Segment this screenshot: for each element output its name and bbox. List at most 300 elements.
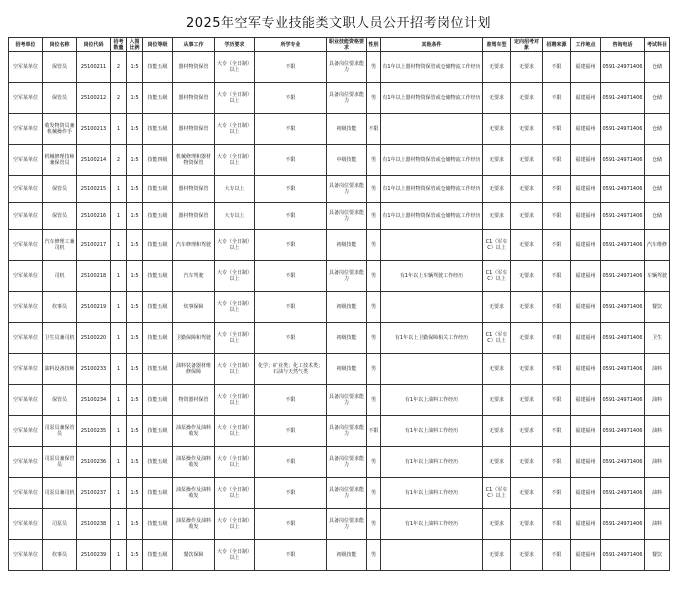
table-cell: 1: [111, 203, 127, 230]
recruitment-table: [8, 37, 670, 571]
table-cell: 空军某单位: [9, 292, 43, 323]
table-cell: 大专（全日制）以上: [215, 83, 255, 114]
table-cell: 无要求: [483, 203, 511, 230]
table-cell: 无要求: [511, 509, 543, 540]
table-cell: 大专（全日制）以上: [215, 478, 255, 509]
table-cell: 车辆驾驶: [645, 261, 670, 292]
table-cell: 大专（全日制）以上: [215, 509, 255, 540]
table-cell: 不限: [255, 145, 327, 176]
table-cell: 无要求: [483, 509, 511, 540]
table-cell: 不限: [543, 114, 571, 145]
table-cell: 1: [111, 261, 127, 292]
table-cell: 1: [111, 540, 127, 571]
table-cell: 1: [111, 354, 127, 385]
table-cell: 技能五级: [143, 203, 173, 230]
table-cell: 0591-24971406: [601, 385, 645, 416]
table-cell: [381, 114, 483, 145]
table-cell: 福建福州: [571, 509, 601, 540]
table-cell: [381, 354, 483, 385]
table-row: [9, 145, 670, 176]
table-cell: 福建福州: [571, 540, 601, 571]
table-cell: 空军某单位: [9, 540, 43, 571]
table-cell: 司泵员兼保管员: [43, 416, 77, 447]
table-cell: 无要求: [483, 52, 511, 83]
table-cell: 机械修理和器材物资保管: [173, 145, 215, 176]
table-cell: 男: [367, 52, 381, 83]
table-cell: 无要求: [483, 83, 511, 114]
table-cell: 无要求: [483, 385, 511, 416]
table-cell: 大专（全日制）以上: [215, 416, 255, 447]
table-cell: 具备岗位要求能力: [327, 509, 367, 540]
table-cell: 仓储: [645, 114, 670, 145]
table-cell: 0591-24971406: [601, 114, 645, 145]
table-cell: 空军某单位: [9, 261, 43, 292]
table-cell: 福建福州: [571, 145, 601, 176]
table-cell: 大专（全日制）以上: [215, 261, 255, 292]
table-cell: 油泵操作及油料收发: [173, 478, 215, 509]
table-cell: 0591-24971406: [601, 176, 645, 203]
table-cell: 空军某单位: [9, 114, 43, 145]
table-cell: 福建福州: [571, 354, 601, 385]
table-cell: 空军某单位: [9, 83, 43, 114]
table-cell: 男: [367, 323, 381, 354]
column-header: 定向招考对象: [511, 38, 543, 52]
table-cell: 0591-24971406: [601, 416, 645, 447]
table-row: [9, 416, 670, 447]
table-cell: 不限: [543, 385, 571, 416]
table-cell: 中级技能: [327, 145, 367, 176]
table-cell: 仓储: [645, 176, 670, 203]
table-cell: 无要求: [511, 261, 543, 292]
table-cell: 油料: [645, 509, 670, 540]
table-cell: 无要求: [511, 83, 543, 114]
column-header: 招聘来源: [543, 38, 571, 52]
table-cell: 有1年以上油料工作经历: [381, 416, 483, 447]
table-cell: 男: [367, 509, 381, 540]
table-cell: 不限: [543, 145, 571, 176]
table-cell: 不限: [367, 416, 381, 447]
table-cell: 空军某单位: [9, 354, 43, 385]
table-cell: 无要求: [511, 230, 543, 261]
table-cell: 无要求: [511, 292, 543, 323]
table-cell: 空军某单位: [9, 203, 43, 230]
table-cell: 汽车修理和驾驶: [173, 230, 215, 261]
table-cell: 仓储: [645, 203, 670, 230]
table-cell: 大专（全日制）以上: [215, 145, 255, 176]
table-cell: 技能五级: [143, 176, 173, 203]
table-cell: 司泵员兼司机: [43, 478, 77, 509]
table-cell: 不限: [255, 52, 327, 83]
table-cell: 大专（全日制）以上: [215, 447, 255, 478]
table-cell: 油泵操作及油料收发: [173, 509, 215, 540]
table-cell: 0591-24971406: [601, 354, 645, 385]
table-cell: 不限: [255, 385, 327, 416]
table-cell: 1:5: [127, 52, 143, 83]
table-cell: 0591-24971406: [601, 261, 645, 292]
table-cell: 无要求: [511, 478, 543, 509]
table-cell: 男: [367, 385, 381, 416]
table-cell: 无要求: [483, 447, 511, 478]
table-cell: 1:5: [127, 540, 143, 571]
table-cell: 25100220: [77, 323, 111, 354]
table-cell: 技能五级: [143, 540, 173, 571]
column-header: 职业技能资格要求: [327, 38, 367, 52]
table-cell: 初级技能: [327, 540, 367, 571]
table-row: [9, 52, 670, 83]
table-cell: 不限: [255, 478, 327, 509]
table-cell: 技能五级: [143, 509, 173, 540]
table-cell: 无要求: [511, 447, 543, 478]
table-cell: 1: [111, 230, 127, 261]
table-cell: 有1年以上器材物资保管或仓储物流工作经历: [381, 83, 483, 114]
table-cell: 男: [367, 145, 381, 176]
table-cell: 空军某单位: [9, 478, 43, 509]
table-cell: 保管员: [43, 176, 77, 203]
table-cell: 保管员: [43, 203, 77, 230]
table-cell: 不限: [543, 261, 571, 292]
table-cell: 不限: [255, 416, 327, 447]
table-cell: 25100236: [77, 447, 111, 478]
table-cell: 技能五级: [143, 230, 173, 261]
table-cell: 无要求: [511, 52, 543, 83]
table-row: [9, 114, 670, 145]
table-cell: 25100234: [77, 385, 111, 416]
table-cell: 有1年以上器材物资保管或仓储物流工作经历: [381, 145, 483, 176]
table-cell: 25100212: [77, 83, 111, 114]
table-cell: 油料: [645, 354, 670, 385]
table-row: [9, 261, 670, 292]
table-cell: 0591-24971406: [601, 292, 645, 323]
table-row: [9, 292, 670, 323]
table-cell: 仓储: [645, 145, 670, 176]
table-cell: 初级技能: [327, 354, 367, 385]
table-cell: 技能五级: [143, 52, 173, 83]
table-cell: 25100233: [77, 354, 111, 385]
table-cell: 0591-24971406: [601, 540, 645, 571]
table-cell: 器材物资保管: [173, 52, 215, 83]
table-cell: 技能五级: [143, 416, 173, 447]
column-header: 学历要求: [215, 38, 255, 52]
table-cell: 男: [367, 447, 381, 478]
table-cell: 2: [111, 145, 127, 176]
table-cell: 2: [111, 83, 127, 114]
table-cell: 不限: [255, 114, 327, 145]
column-header: 入围比例: [127, 38, 143, 52]
table-cell: 不限: [543, 323, 571, 354]
column-header: 岗位等级: [143, 38, 173, 52]
table-cell: 无要求: [483, 416, 511, 447]
table-cell: 25100235: [77, 416, 111, 447]
table-cell: 仓储: [645, 52, 670, 83]
table-cell: 1: [111, 114, 127, 145]
column-header: 岗位代码: [77, 38, 111, 52]
table-cell: 男: [367, 292, 381, 323]
table-cell: 无要求: [483, 292, 511, 323]
table-row: [9, 230, 670, 261]
table-row: [9, 354, 670, 385]
table-cell: 0591-24971406: [601, 52, 645, 83]
table-cell: 0591-24971406: [601, 509, 645, 540]
table-cell: 有1年以上油料工作经历: [381, 478, 483, 509]
table-cell: 福建福州: [571, 416, 601, 447]
table-cell: 无要求: [511, 203, 543, 230]
table-cell: 油料: [645, 478, 670, 509]
table-cell: 无要求: [483, 114, 511, 145]
table-row: [9, 203, 670, 230]
table-cell: 器材物资保管: [173, 83, 215, 114]
table-cell: 男: [367, 83, 381, 114]
table-cell: 油泵操作及油料收发: [173, 416, 215, 447]
table-cell: 1:5: [127, 261, 143, 292]
table-cell: 有1年以上器材物资保管或仓储物流工作经历: [381, 203, 483, 230]
table-cell: 0591-24971406: [601, 447, 645, 478]
table-cell: 大专（全日制）以上: [215, 323, 255, 354]
table-cell: 无要求: [511, 416, 543, 447]
table-cell: 无要求: [483, 176, 511, 203]
table-cell: 空军某单位: [9, 176, 43, 203]
table-cell: 炊事员: [43, 292, 77, 323]
table-cell: 具备岗位要求能力: [327, 176, 367, 203]
table-cell: 1:5: [127, 203, 143, 230]
column-header: 其他条件: [381, 38, 483, 52]
table-cell: 1:5: [127, 416, 143, 447]
table-cell: 初级技能: [327, 292, 367, 323]
table-cell: 1: [111, 292, 127, 323]
table-cell: 25100217: [77, 230, 111, 261]
column-header: 岗位名称: [43, 38, 77, 52]
table-cell: 具备岗位要求能力: [327, 447, 367, 478]
table-cell: 不限: [255, 323, 327, 354]
table-cell: 1: [111, 509, 127, 540]
column-header: 工作地点: [571, 38, 601, 52]
table-cell: 0591-24971406: [601, 203, 645, 230]
table-cell: 1: [111, 176, 127, 203]
table-cell: 不限: [543, 509, 571, 540]
table-cell: 无要求: [483, 540, 511, 571]
table-cell: 1: [111, 323, 127, 354]
table-cell: 卫生员兼司机: [43, 323, 77, 354]
table-cell: 25100215: [77, 176, 111, 203]
table-cell: C1（军车C）以上: [483, 261, 511, 292]
table-cell: 0591-24971406: [601, 323, 645, 354]
table-cell: 油料设备技师: [43, 354, 77, 385]
table-cell: 不限: [543, 354, 571, 385]
table-cell: 福建福州: [571, 323, 601, 354]
table-cell: 无要求: [511, 114, 543, 145]
table-cell: 福建福州: [571, 447, 601, 478]
table-cell: 1:5: [127, 114, 143, 145]
table-cell: 不限: [543, 203, 571, 230]
table-cell: 1:5: [127, 385, 143, 416]
table-cell: 技能五级: [143, 114, 173, 145]
table-cell: 不限: [255, 509, 327, 540]
table-cell: 空军某单位: [9, 416, 43, 447]
table-cell: 有1年以上器材物资保管或仓储物流工作经历: [381, 176, 483, 203]
table-cell: 空军某单位: [9, 52, 43, 83]
table-cell: 炊事员: [43, 540, 77, 571]
table-body: [9, 52, 670, 571]
table-row: [9, 83, 670, 114]
table-cell: 大专以上: [215, 176, 255, 203]
table-cell: 技能五级: [143, 83, 173, 114]
column-header: 所学专业: [255, 38, 327, 52]
table-cell: 不限: [543, 83, 571, 114]
table-cell: 具备岗位要求能力: [327, 203, 367, 230]
table-cell: 不限: [255, 83, 327, 114]
table-cell: 大专（全日制）以上: [215, 52, 255, 83]
table-cell: C1（军车C）以上: [483, 478, 511, 509]
table-cell: 空军某单位: [9, 385, 43, 416]
table-cell: 1:5: [127, 447, 143, 478]
table-cell: 油料: [645, 447, 670, 478]
table-cell: 0591-24971406: [601, 230, 645, 261]
table-cell: 25100219: [77, 292, 111, 323]
table-cell: 技能五级: [143, 478, 173, 509]
table-cell: 具备岗位要求能力: [327, 52, 367, 83]
table-cell: 司泵员兼保管员: [43, 447, 77, 478]
table-cell: 餐饮保障: [173, 540, 215, 571]
table-cell: 技能五级: [143, 385, 173, 416]
table-cell: 技能五级: [143, 447, 173, 478]
table-cell: 福建福州: [571, 203, 601, 230]
table-cell: 初级技能: [327, 114, 367, 145]
table-cell: 大专（全日制）以上: [215, 114, 255, 145]
table-cell: 不限: [543, 176, 571, 203]
table-cell: 男: [367, 540, 381, 571]
table-cell: 不限: [543, 478, 571, 509]
table-cell: 汽车驾驶: [173, 261, 215, 292]
table-cell: C1（军车C）以上: [483, 323, 511, 354]
column-header: 准驾车型: [483, 38, 511, 52]
table-cell: 油泵操作及油料收发: [173, 447, 215, 478]
table-row: [9, 385, 670, 416]
table-cell: 1: [111, 416, 127, 447]
table-cell: 福建福州: [571, 114, 601, 145]
table-cell: 男: [367, 261, 381, 292]
table-cell: 无要求: [511, 540, 543, 571]
table-cell: 司机: [43, 261, 77, 292]
column-header: 性别: [367, 38, 381, 52]
table-cell: 1:5: [127, 83, 143, 114]
table-cell: 餐饮: [645, 292, 670, 323]
table-cell: 25100211: [77, 52, 111, 83]
table-cell: 不限: [255, 292, 327, 323]
table-cell: 25100237: [77, 478, 111, 509]
table-cell: 福建福州: [571, 176, 601, 203]
table-cell: 大专（全日制）以上: [215, 385, 255, 416]
table-cell: [381, 292, 483, 323]
table-cell: 不限: [255, 447, 327, 478]
table-cell: 男: [367, 203, 381, 230]
table-cell: 器材物资保管: [173, 203, 215, 230]
table-cell: 0591-24971406: [601, 83, 645, 114]
table-cell: 保管员: [43, 83, 77, 114]
table-row: [9, 478, 670, 509]
table-cell: 大专（全日制）以上: [215, 230, 255, 261]
table-cell: 具备岗位要求能力: [327, 385, 367, 416]
table-cell: 1: [111, 447, 127, 478]
table-row: [9, 509, 670, 540]
table-cell: 25100213: [77, 114, 111, 145]
table-cell: 不限: [255, 230, 327, 261]
table-cell: 25100239: [77, 540, 111, 571]
table-cell: 大专（全日制）以上: [215, 292, 255, 323]
table-row: [9, 540, 670, 571]
table-cell: 福建福州: [571, 83, 601, 114]
table-cell: 炊事保障: [173, 292, 215, 323]
table-cell: 0591-24971406: [601, 478, 645, 509]
table-cell: 不限: [543, 230, 571, 261]
table-cell: 0591-24971406: [601, 145, 645, 176]
column-header: 招考单位: [9, 38, 43, 52]
table-cell: 不限: [543, 447, 571, 478]
table-cell: 1:5: [127, 230, 143, 261]
column-header: 招考数量: [111, 38, 127, 52]
table-cell: 1:5: [127, 478, 143, 509]
table-cell: 仓储: [645, 83, 670, 114]
table-cell: 男: [367, 176, 381, 203]
table-cell: 福建福州: [571, 478, 601, 509]
table-cell: 技能四级: [143, 145, 173, 176]
table-cell: 大专以上: [215, 203, 255, 230]
table-cell: 具备岗位要求能力: [327, 261, 367, 292]
table-cell: 初级技能: [327, 323, 367, 354]
table-cell: 司泵员: [43, 509, 77, 540]
table-cell: 卫生: [645, 323, 670, 354]
table-cell: 25100238: [77, 509, 111, 540]
table-cell: 男: [367, 478, 381, 509]
table-cell: [381, 230, 483, 261]
table-cell: 技能五级: [143, 261, 173, 292]
table-cell: 技能五级: [143, 323, 173, 354]
table-cell: 无要求: [483, 354, 511, 385]
table-cell: 不限: [367, 114, 381, 145]
table-cell: 油料: [645, 416, 670, 447]
table-cell: 福建福州: [571, 385, 601, 416]
table-cell: 1:5: [127, 176, 143, 203]
table-cell: 餐饮: [645, 540, 670, 571]
table-row: [9, 447, 670, 478]
table-cell: 汽车修理工兼司机: [43, 230, 77, 261]
table-cell: 有1年以上器材物资保管或仓储物流工作经历: [381, 52, 483, 83]
table-cell: 空军某单位: [9, 145, 43, 176]
table-cell: 具备岗位要求能力: [327, 416, 367, 447]
table-cell: 空军某单位: [9, 323, 43, 354]
table-cell: 大专（全日制）以上: [215, 354, 255, 385]
table-header-row: [9, 38, 670, 52]
table-cell: 空军某单位: [9, 509, 43, 540]
table-cell: 技能五级: [143, 292, 173, 323]
column-header: 咨询电话: [601, 38, 645, 52]
table-cell: 1:5: [127, 145, 143, 176]
table-cell: 油料装备器材维修保障: [173, 354, 215, 385]
table-cell: 收发物资员兼机械操作手: [43, 114, 77, 145]
table-cell: 不限: [543, 292, 571, 323]
table-cell: 卫勤保障和驾驶: [173, 323, 215, 354]
table-cell: 具备岗位要求能力: [327, 478, 367, 509]
table-cell: 不限: [543, 52, 571, 83]
table-cell: 器材物资保管: [173, 114, 215, 145]
table-cell: 25100216: [77, 203, 111, 230]
table-cell: 空军某单位: [9, 447, 43, 478]
table-row: [9, 176, 670, 203]
table-cell: 初级技能: [327, 230, 367, 261]
table-cell: 有1年以上油料工作经历: [381, 509, 483, 540]
table-cell: 福建福州: [571, 292, 601, 323]
table-cell: 保管员: [43, 385, 77, 416]
table-cell: 有1年以上车辆驾驶工作经历: [381, 261, 483, 292]
table-cell: 不限: [255, 540, 327, 571]
